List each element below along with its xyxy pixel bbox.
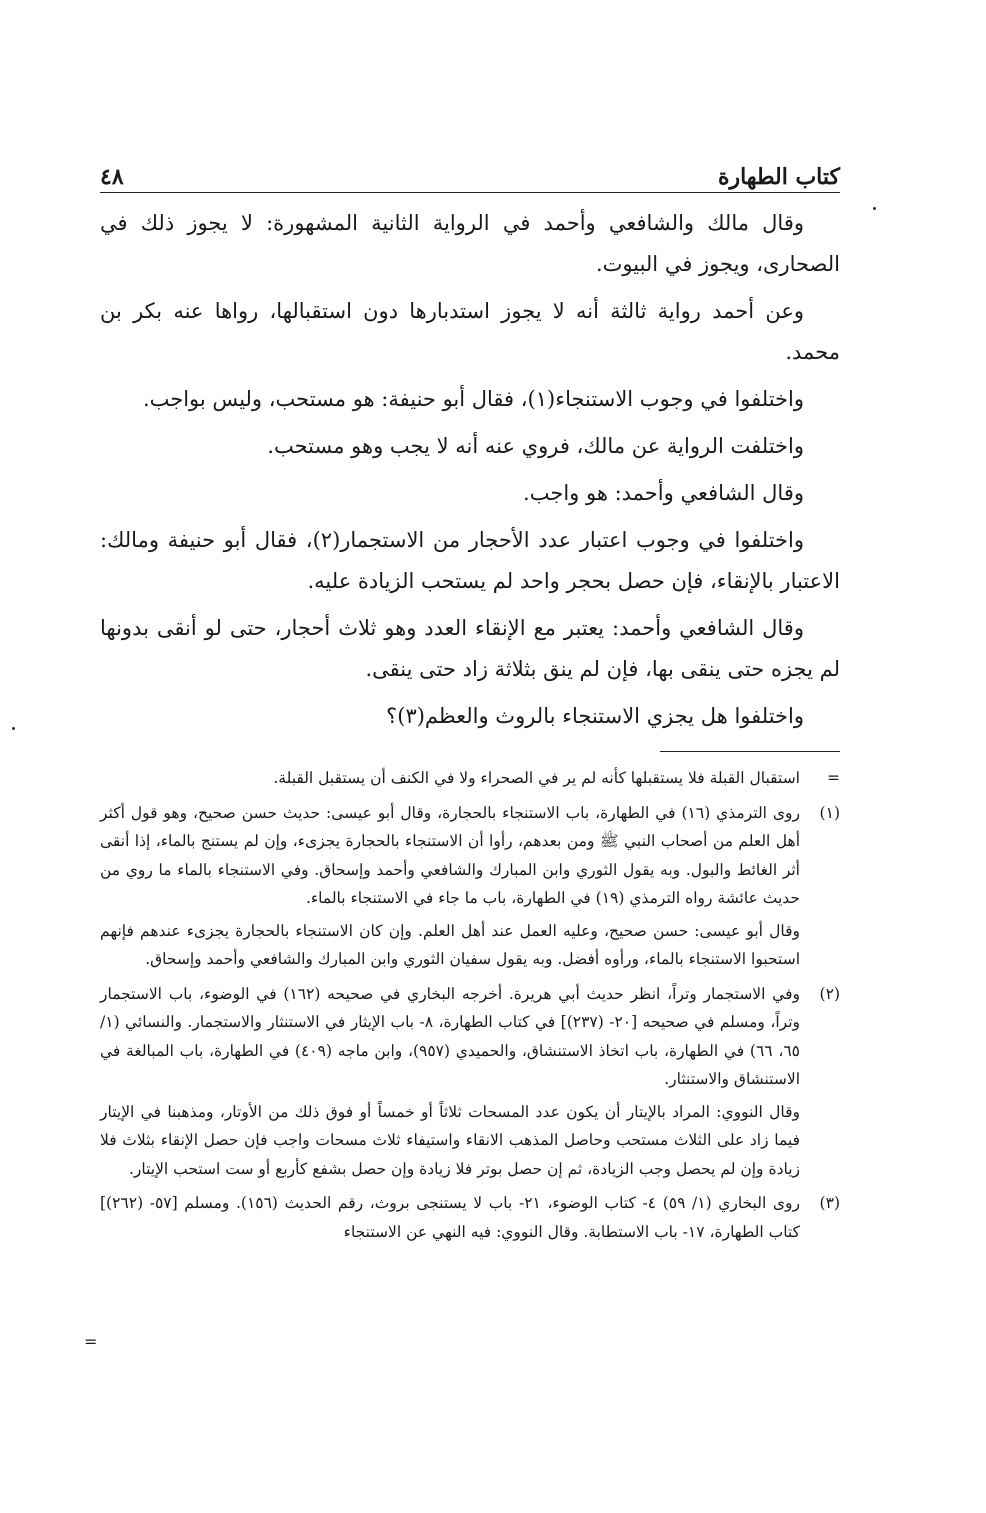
footnote-text: روى البخاري (١/ ٥٩) ٤- كتاب الوضوء، ٢١- باب لا يستنجى بروث، رقم الحديث (١٥٦). ومسلم [٥٧- (٢٦٢)] كتاب الطهارة، ١٧- باب الاستطابة. وقال النووي: فيه النهي عن الاستنجاء: [100, 1194, 800, 1241]
footnote-text: وقال أبو عيسى: حسن صحيح، وعليه العمل عند أهل العلم. وإن كان الاستنجاء بالحجارة يجزىء عندهم فإنهم استحبوا الاستنجاء بالماء، ورأوه أفضل. وبه يقول سفيان الثوري وابن المبارك والشافعي وأحمد وإسحاق.: [100, 921, 800, 968]
footnote-mark: =: [827, 769, 840, 787]
page-header: [100, 150, 840, 193]
running-title: كتاب الطهارة: [717, 164, 840, 190]
scan-speck: [12, 727, 15, 730]
body-paragraph: وقال الشافعي وأحمد: يعتبر مع الإنقاء العدد وهو ثلاث أحجار، حتى لو أنقى بدونها لم يجزه حتى ينقى بها، فإن لم ينق بثلاثة زاد حتى ينقى.: [100, 616, 840, 681]
footnote-mark: (١): [819, 803, 840, 822]
footnote-text: وفي الاستجمار وتراً، انظر حديث أبي هريرة. أخرجه البخاري في صحيحه (١٦٢) في الوضوء، باب الاستجمار وتراً، ومسلم في صحيحه [٢٠- (٢٣٧)] في كتاب الطهارة، ٨- باب الإيثار في الاستنثار والاستجمار. والنسائي (١/ ٦٥، ٦٦) في الطهارة، باب اتخاذ الاستنشاق، والحميدي (٩٥٧)، وابن ماجه (٤٠٩) في الطهارة، باب المبالغة في الاستنشاق والاستنثار.: [100, 984, 800, 1088]
footnote-text: استقبال القبلة فلا يستقبلها كأنه لم ير في الصحراء ولا في الكنف أن يستقبل القبلة.: [273, 769, 800, 787]
footnote-1: [100, 799, 840, 978]
body-paragraph: واختلفوا في وجوب اعتبار عدد الأحجار من الاستجمار(٢)، فقال أبو حنيفة ومالك: الاعتبار بالإنقاء، فإن حصل بحجر واحد لم يستحب الزيادة عليه.: [100, 528, 840, 593]
footnote-separator: [660, 751, 840, 752]
footnote-text: وقال النووي: المراد بالإيتار أن يكون عدد المسحات ثلاثاً أو خمساً أو فوق ذلك من الأوتار، ومذهبنا في الإيتار فيما زاد على الثلاث مستحب وحاصل المذهب الانقاء واستيفاء ثلاث مسحات واجب فإن حصل الإنقاء بثلاث فلا زيادة وإن لم يحصل وجب الزيادة، ثم إن حصل بوتر فلا زيادة وإن حصل بشفع كأربع أو ست استحب الإيتار.: [100, 1102, 800, 1178]
body-paragraph: واختلفوا هل يجزي الاستنجاء بالروث والعظم(٣)؟: [386, 704, 804, 728]
footnote-3: [100, 1189, 840, 1250]
footnote-2: [100, 980, 840, 1188]
body-paragraph: وعن أحمد رواية ثالثة أنه لا يجوز استدبارها دون استقبالها، رواها عنه بكر بن محمد.: [100, 299, 840, 364]
scan-speck: [873, 207, 876, 210]
body-paragraph: وقال مالك والشافعي وأحمد في الرواية الثانية المشهورة: لا يجوز ذلك في الصحارى، ويجوز في البيوت.: [100, 211, 840, 276]
body-paragraph: واختلفت الرواية عن مالك، فروي عنه أنه لا يجب وهو مستحب.: [267, 434, 804, 458]
continuation-mark: =: [84, 1332, 98, 1351]
body-paragraph: واختلفوا في وجوب الاستنجاء(١)، فقال أبو حنيفة: هو مستحب، وليس بواجب.: [142, 387, 804, 411]
body-paragraph: وقال الشافعي وأحمد: هو واجب.: [523, 481, 804, 505]
footnote-continued: [100, 764, 840, 797]
main-text: [100, 203, 840, 737]
footnote-mark: (٢): [819, 984, 840, 1003]
page-number: ٤٨: [100, 164, 124, 190]
footnote-text: روى الترمذي (١٦) في الطهارة، باب الاستنجاء بالحجارة، وقال أبو عيسى: حديث حسن صحيح، وهو قول أكثر أهل العلم من أصحاب النبي ﷺ ومن بعدهم، رأوا أن الاستنجاء بالحجارة يجزىء، وإن لم يستنج بالماء، إذا أنقى أثر الغائط والبول. وبه يقول الثوري وابن المبارك والشافعي وأحمد وإسحاق. وفي الاستنجاء بالماء ما روي من حديث عائشة رواه الترمذي (١٩) في الطهارة، باب ما جاء في الاستنجاء بالماء.: [100, 803, 801, 907]
footnotes: [100, 764, 840, 1250]
book-page: [100, 150, 840, 1252]
footnote-mark: (٣): [819, 1194, 840, 1212]
